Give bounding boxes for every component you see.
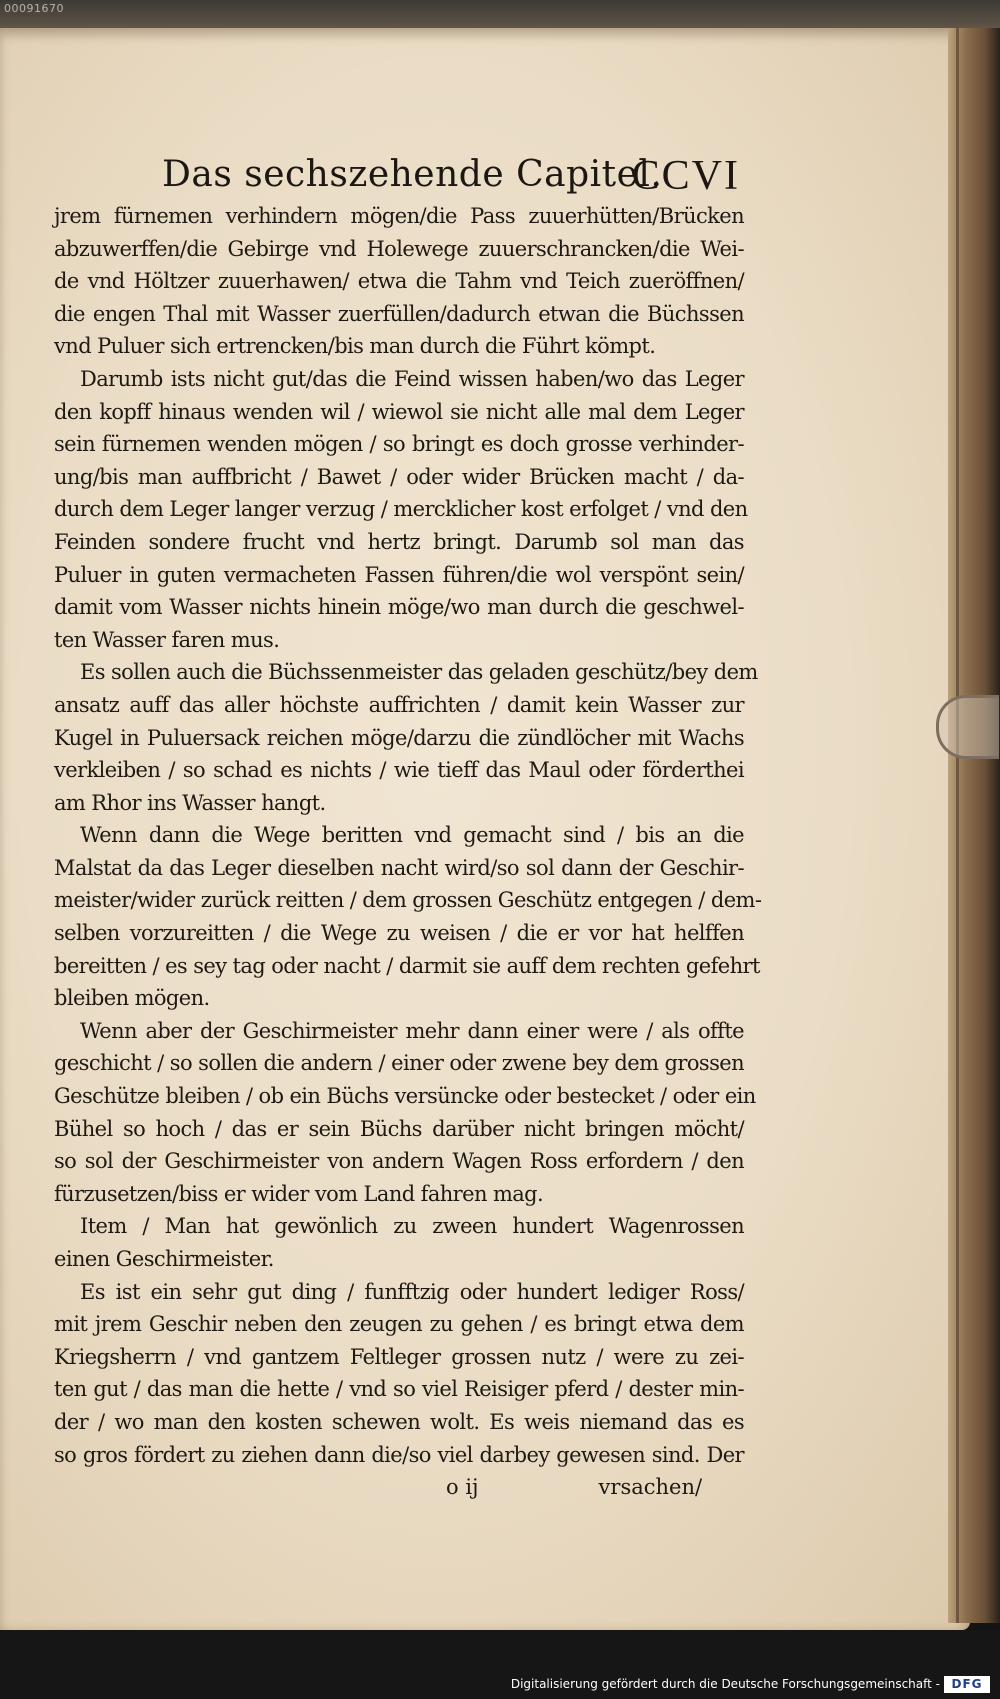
signature-line xyxy=(54,1471,744,1503)
catchword: vrsachen/ xyxy=(598,1475,703,1500)
text-line: Feinden sondere frucht vnd hertz bringt. Darumb sol man das xyxy=(54,529,744,554)
text-line: ansatz auff das aller höchste auffrichten / damit kein Wasser zur xyxy=(54,692,744,717)
page-stack-edge xyxy=(948,28,1000,1623)
text-line: ten Wasser faren mus. xyxy=(54,627,280,652)
text-line: ung/bis man auffbricht / Bawet / oder wider Brücken macht / da- xyxy=(54,464,744,489)
text-line: so sol der Geschirmeister von andern Wagen Ross erfordern / den xyxy=(54,1149,744,1174)
text-line: damit vom Wasser nichts hinein möge/wo man durch die geschwel- xyxy=(54,595,744,620)
text-line: fürzusetzen/biss er wider vom Land fahren mag. xyxy=(54,1181,544,1206)
signature-mark: o ij xyxy=(446,1475,479,1500)
text-line: der / wo man den kosten schewen wolt. Es weis niemand das es xyxy=(54,1409,744,1434)
book-page xyxy=(0,28,970,1630)
folio-number: CCVI xyxy=(631,153,740,199)
text-line: selben vorzureitten / die Wege zu weisen / die er vor hat helffen xyxy=(54,921,744,946)
text-line: einen Geschirmeister. xyxy=(54,1247,274,1271)
text-line: mit jrem Geschir neben den zeugen zu gehen / es bringt etwa dem xyxy=(54,1312,744,1337)
text-line: am Rhor ins Wasser hangt. xyxy=(54,790,326,815)
dfg-logo: DFG xyxy=(944,1676,990,1693)
text-line: verkleiben / so schad es nichts / wie tieff das Maul oder förderthei xyxy=(54,758,744,783)
text-line: Geschütze bleiben / ob ein Büchs versüncke oder bestecket / oder ein xyxy=(54,1084,756,1109)
text-line: Wenn aber der Geschirmeister mehr dann einer were / als offte xyxy=(80,1018,744,1043)
text-line: Bühel so hoch / das er sein Büchs darüber nicht bringen möcht/ xyxy=(54,1116,744,1141)
credit-text: Digitalisierung gefördert durch die Deutsche Forschungsgemeinschaft - xyxy=(510,1677,940,1691)
text-line: jrem fürnemen verhindern mögen/die Pass zuuerhütten/Brücken xyxy=(54,204,744,228)
text-line: Puluer in guten vermacheten Fassen führen/die wol verspönt sein/ xyxy=(54,562,744,587)
text-line: bereitten / es sey tag oder nacht / darmit sie auff dem rechten gefehrt xyxy=(54,953,760,978)
body-text xyxy=(54,200,762,1503)
text-line: sein fürnemen wenden mögen / so bringt es doch grosse verhinder- xyxy=(54,432,744,457)
text-line: durch dem Leger langer verzug / mercklicher kost erfolget / vnd den xyxy=(54,497,748,522)
text-line: Darumb ists nicht gut/das die Feind wissen haben/wo das Leger xyxy=(80,366,744,391)
text-line: abzuwerffen/die Gebirge vnd Holewege zuuerschrancken/die Wei- xyxy=(54,236,744,261)
text-line: Item / Man hat gewönlich zu zween hundert Wagenrossen xyxy=(80,1214,744,1239)
text-line: meister/wider zurück reitten / dem grossen Geschütz entgegen / dem- xyxy=(54,888,762,913)
text-line: so gros fördert zu ziehen dann die/so viel darbey gewesen sind. Der xyxy=(54,1442,744,1467)
text-line: Es sollen auch die Büchssenmeister das geladen geschütz/bey dem xyxy=(80,660,758,685)
text-line: vnd Puluer sich ertrencken/bis man durch die Führt kömpt. xyxy=(54,334,656,359)
text-line: ten gut / das man die hette / vnd so viel Reisiger pferd / dester min- xyxy=(54,1377,744,1402)
running-title: Das sechszehende Capitel. xyxy=(162,154,663,195)
scan-id: 00091670 xyxy=(4,2,64,15)
footer-bar xyxy=(0,1630,1000,1699)
text-line: Malstat da das Leger dieselben nacht wird/so sol dann der Geschir- xyxy=(54,855,744,880)
text-line: die engen Thal mit Wasser zuerfüllen/dadurch etwan die Büchssen xyxy=(54,301,744,326)
text-line: de vnd Höltzer zuuerhawen/ etwa die Tahm vnd Teich zueröffnen/ xyxy=(54,269,744,294)
page-header xyxy=(150,148,740,208)
text-line: Kugel in Puluersack reichen möge/darzu die zündlöcher mit Wachs xyxy=(54,725,744,750)
text-line: bleiben mögen. xyxy=(54,986,210,1011)
book-clasp xyxy=(936,695,999,759)
text-line: den kopff hinaus wenden wil / wiewol sie nicht alle mal dem Leger xyxy=(54,399,744,424)
text-line: Kriegsherrn / vnd gantzem Feltleger grossen nutz / were zu zei- xyxy=(54,1344,744,1369)
text-line: geschicht / so sollen die andern / einer oder zwene bey dem grossen xyxy=(54,1051,744,1076)
text-line: Es ist ein sehr gut ding / funfftzig oder hundert lediger Ross/ xyxy=(80,1279,744,1304)
text-line: Wenn dann die Wege beritten vnd gemacht sind / bis an die xyxy=(80,823,744,848)
